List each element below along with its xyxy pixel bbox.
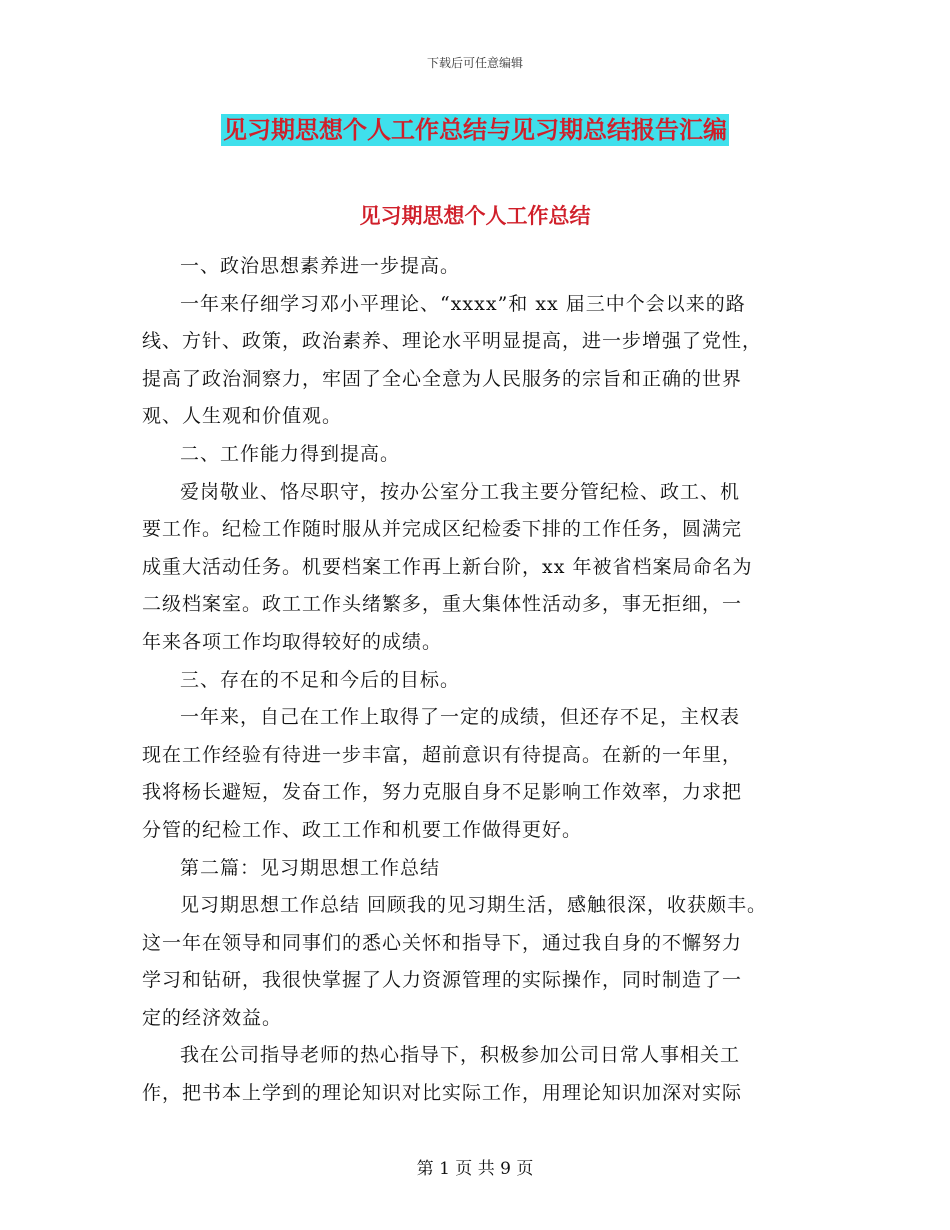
body-line: 二、工作能力得到提高。 bbox=[180, 442, 401, 465]
body-line: 见习期思想工作总结 回顾我的见习期生活，感触很深，收获颇丰。 bbox=[180, 894, 768, 917]
body-line: 分管的纪检工作、政工工作和机要工作做得更好。 bbox=[142, 818, 583, 841]
body-line: 学习和钻研，我很快掌握了人力资源管理的实际操作，同时制造了一 bbox=[142, 969, 743, 992]
body-line: 定的经济效益。 bbox=[142, 1006, 283, 1029]
body-line: 我在公司指导老师的热心指导下，积极参加公司日常人事相关工 bbox=[180, 1044, 741, 1067]
body-line: 要工作。纪检工作随时服从并完成区纪检委下排的工作任务，圆满完 bbox=[142, 518, 743, 541]
document-body bbox=[142, 248, 832, 1113]
body-line: 这一年在领导和同事们的悉心关怀和指导下，通过我自身的不懈努力 bbox=[142, 931, 743, 954]
body-line: 一年来，自己在工作上取得了一定的成绩，但还存不足，主权表 bbox=[180, 706, 741, 729]
body-line: 现在工作经验有待进一步丰富，超前意识有待提高。在新的一年里， bbox=[142, 743, 743, 766]
body-line: 一年来仔细学习邓小平理论、“xxxx”和 xx 届三中个会以来的路 bbox=[180, 292, 746, 315]
body-line: 成重大活动任务。机要档案工作再上新台阶，xx 年被省档案局命名为 bbox=[142, 555, 753, 578]
body-line: 年来各项工作均取得较好的成绩。 bbox=[142, 630, 443, 653]
body-line: 我将杨长避短，发奋工作，努力克服自身不足影响工作效率，力求把 bbox=[142, 781, 743, 804]
body-line: 二级档案室。政工工作头绪繁多，重大集体性活动多，事无拒细，一 bbox=[142, 593, 743, 616]
body-line: 爱岗敬业、恪尽职守，按办公室分工我主要分管纪检、政工、机 bbox=[180, 480, 741, 503]
download-note: 下载后可任意编辑 bbox=[426, 56, 523, 70]
section-title: 见习期思想个人工作总结 bbox=[359, 204, 591, 228]
body-line: 三、存在的不足和今后的目标。 bbox=[180, 668, 461, 691]
body-line: 作，把书本上学到的理论知识对比实际工作，用理论知识加深对实际 bbox=[142, 1082, 743, 1105]
page-number: 第 1 页 共 9 页 bbox=[416, 1159, 534, 1179]
body-line: 一、政治思想素养进一步提高。 bbox=[180, 255, 461, 277]
body-line: 第二篇：见习期思想工作总结 bbox=[180, 856, 441, 879]
body-line: 提高了政治洞察力，牢固了全心全意为人民服务的宗旨和正确的世界 bbox=[142, 367, 743, 390]
body-line: 线、方针、政策，政治素养、理论水平明显提高，进一步增强了党性， bbox=[142, 330, 763, 353]
body-line: 观、人生观和价值观。 bbox=[142, 405, 343, 428]
document-title-wrapper bbox=[0, 112, 950, 148]
document-title: 见习期思想个人工作总结与见习期总结报告汇编 bbox=[223, 116, 727, 144]
